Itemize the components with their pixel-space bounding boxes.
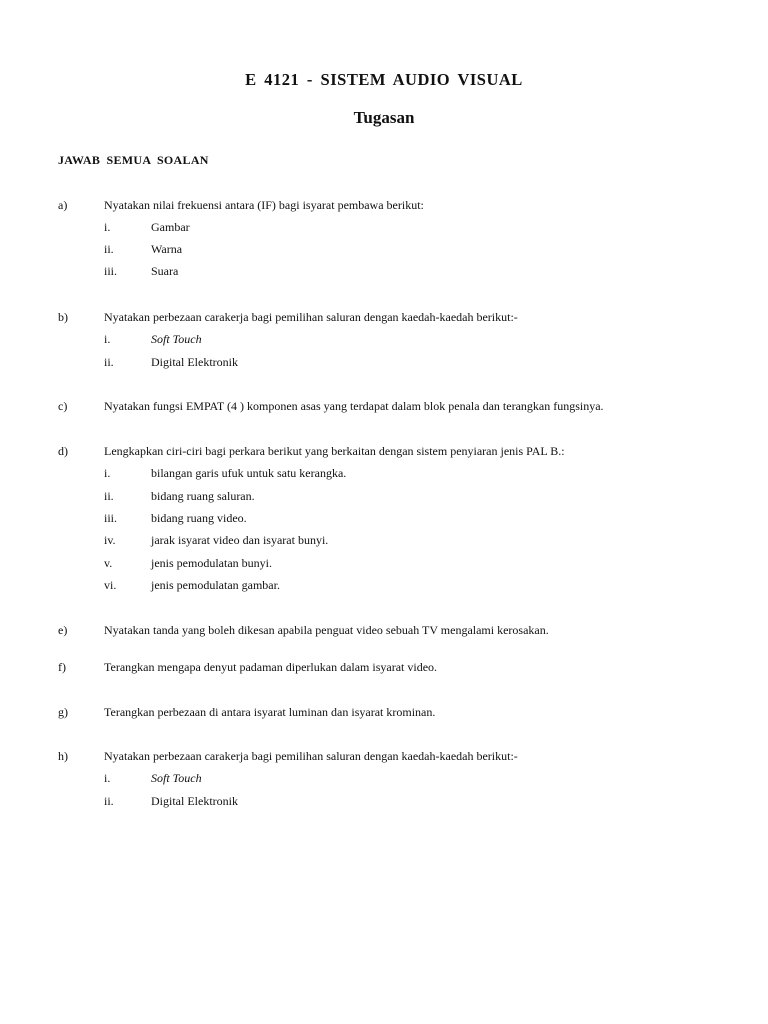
sub-item-number: vi. — [104, 578, 117, 592]
question-text: Nyatakan perbezaan carakerja bagi pemilihan saluran dengan kaedah-kaedah berikut:- — [104, 749, 518, 763]
document-subtitle: Tugasan — [353, 108, 415, 127]
question-text: Nyatakan fungsi EMPAT (4 ) komponen asas yang terdapat dalam blok penala dan terangkan fungsinya. — [104, 399, 604, 413]
sub-item-text: Soft Touch — [151, 771, 202, 785]
question-label: a) — [58, 198, 68, 212]
sub-item-number: i. — [104, 220, 111, 234]
sub-item-text: Gambar — [151, 220, 190, 234]
instruction-text: JAWAB SEMUA SOALAN — [58, 153, 209, 167]
question-label: e) — [58, 623, 68, 637]
sub-item-text: jenis pemodulatan bunyi. — [151, 556, 272, 570]
question-text: Nyatakan perbezaan carakerja bagi pemilihan saluran dengan kaedah-kaedah berikut:- — [104, 310, 518, 324]
question-text: Terangkan perbezaan di antara isyarat luminan dan isyarat krominan. — [104, 705, 436, 719]
sub-item-text: Soft Touch — [151, 332, 202, 346]
question-label: d) — [58, 444, 68, 458]
sub-item-number: ii. — [104, 794, 114, 808]
sub-item-text: bidang ruang video. — [151, 511, 247, 525]
question-text: Nyatakan nilai frekuensi antara (IF) bagi isyarat pembawa berikut: — [104, 198, 424, 212]
sub-item-number: v. — [104, 556, 113, 570]
sub-item-number: ii. — [104, 489, 114, 503]
question-label: b) — [58, 310, 68, 324]
sub-item-number: i. — [104, 771, 111, 785]
question-label: h) — [58, 749, 68, 763]
sub-item-text: Warna — [151, 242, 183, 256]
sub-item-number: i. — [104, 466, 111, 480]
sub-item-number: ii. — [104, 242, 114, 256]
sub-item-number: ii. — [104, 355, 114, 369]
question-text: Lengkapkan ciri-ciri bagi perkara berikut yang berkaitan dengan sistem penyiaran jenis PAL B.: — [104, 444, 565, 458]
question-text: Nyatakan tanda yang boleh dikesan apabila penguat video sebuah TV mengalami kerosakan. — [104, 623, 549, 637]
document-title: E 4121 - SISTEM AUDIO VISUAL — [245, 70, 523, 89]
sub-item-number: i. — [104, 332, 111, 346]
sub-item-text: Digital Elektronik — [151, 794, 238, 808]
sub-item-text: Digital Elektronik — [151, 355, 238, 369]
question-label: c) — [58, 399, 68, 413]
question-label: f) — [58, 660, 66, 674]
question-text: Terangkan mengapa denyut padaman diperlukan dalam isyarat video. — [104, 660, 438, 674]
sub-item-text: Suara — [151, 264, 179, 278]
sub-item-text: bilangan garis ufuk untuk satu kerangka. — [151, 466, 347, 480]
question-label: g) — [58, 705, 68, 719]
sub-item-text: jarak isyarat video dan isyarat bunyi. — [151, 533, 329, 547]
sub-item-number: iii. — [104, 264, 118, 278]
sub-item-text: bidang ruang saluran. — [151, 489, 255, 503]
sub-item-number: iv. — [104, 533, 116, 547]
sub-item-text: jenis pemodulatan gambar. — [151, 578, 280, 592]
sub-item-number: iii. — [104, 511, 118, 525]
